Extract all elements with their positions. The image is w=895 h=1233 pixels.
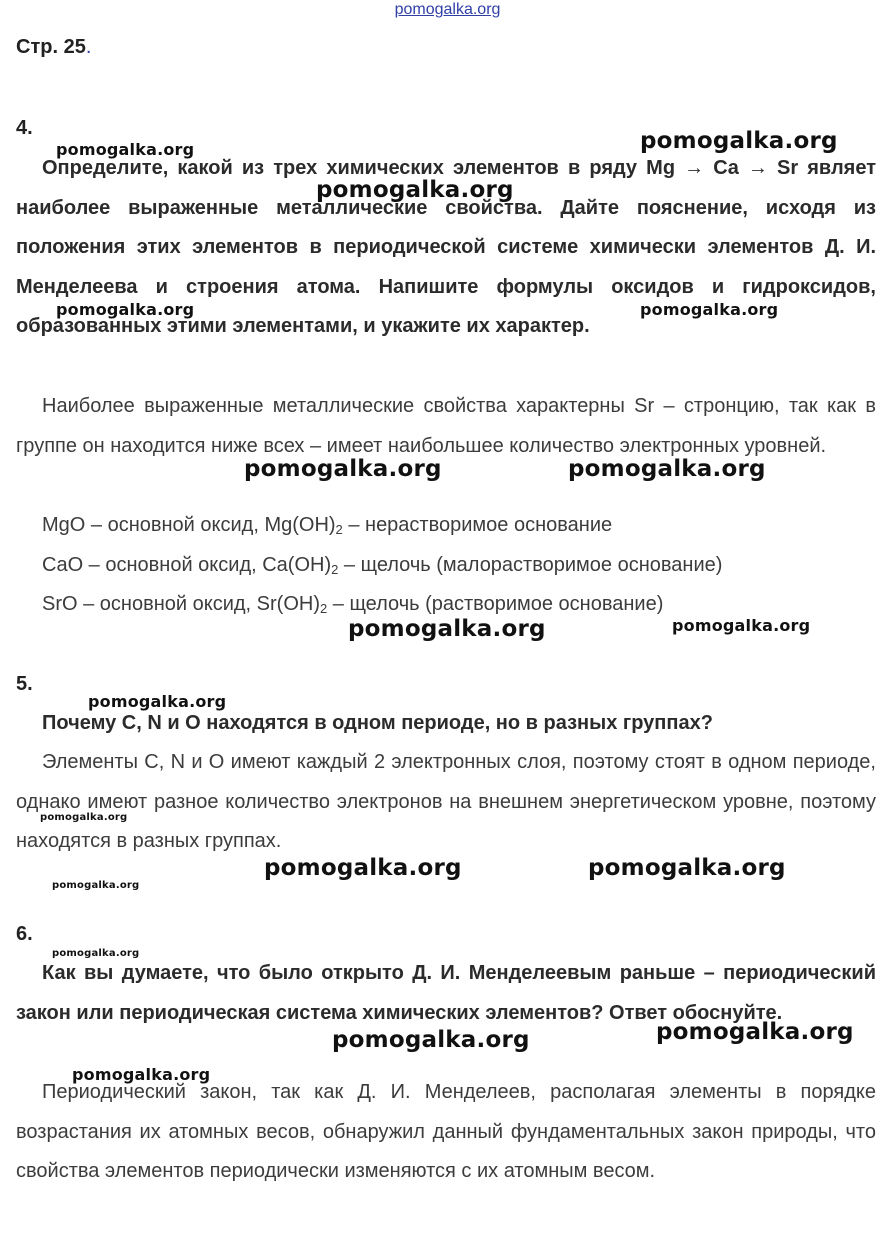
watermark: pomogalka.org (348, 616, 546, 642)
formula-line-sro: SrO – основной оксид, $Sr(OH)_2$ – щелочь (растворимое основание) (42, 593, 664, 616)
watermark: pomogalka.org (72, 1065, 211, 1084)
answer-4: Наиболее выраженные металлические свойства характерны Sr – стронцию, так как в группе он находится ниже всех – имеет наибольшее количество электронных уровней. (16, 395, 876, 457)
page-number (16, 36, 91, 59)
watermark: pomogalka.org (640, 128, 838, 154)
page-number-dot: . (85, 36, 92, 58)
question-5: Почему C, N и O находятся в одном периоде, но в разных группах? (42, 712, 713, 734)
watermark: pomogalka.org (316, 177, 514, 203)
watermark: pomogalka.org (244, 456, 442, 482)
site-watermark-link[interactable]: pomogalka.org (394, 1, 501, 18)
question-6: Как вы думаете, что было открыто Д. И. Менделеевым раньше – периодический закон или периодическая система химических элементов? Ответ обоснуйте. (16, 962, 876, 1024)
watermark: pomogalka.org (56, 300, 195, 319)
task-number-4: 4. (16, 117, 33, 139)
watermark: pomogalka.org (88, 692, 227, 711)
watermark: pomogalka.org (656, 1019, 854, 1045)
task-number-5: 5. (16, 673, 33, 695)
formula-line-mgo: MgO – основной оксид, $Mg(OH)_2$ – нерастворимое основание (42, 514, 613, 537)
watermark: pomogalka.org (52, 880, 140, 891)
formula-line-cao: CaO – основной оксид, $Ca(OH)_2$ – щелочь (малорастворимое основание) (42, 554, 723, 577)
watermark: pomogalka.org (52, 948, 140, 959)
answer-5: Элементы C, N и O имеют каждый 2 электронных слоя, поэтому стоят в одном периоде, однако имеют разное количество электронов на внешнем энергетическом уровне, поэтому находятся в разных группах. (16, 751, 876, 852)
watermark: pomogalka.org (568, 456, 766, 482)
watermark: pomogalka.org (332, 1027, 530, 1053)
watermark: pomogalka.org (588, 855, 786, 881)
watermark: pomogalka.org (56, 140, 195, 159)
question-4: Определите, какой из трех химических элементов в ряду Mg → Ca → Sr являет наиболее выраженные металлические свойства. Дайте пояснение, исходя из положения этих элементов в периодической системе химически элементов Д. И. Менделеева и строения атома. Напишите формулы оксидов и гидроксидов, образованных этими элементами, и укажите их характер. (16, 157, 876, 337)
watermark: pomogalka.org (640, 300, 779, 319)
watermark: pomogalka.org (40, 812, 128, 823)
page-number-text: Стр. 25 (16, 36, 86, 58)
watermark: pomogalka.org (264, 855, 462, 881)
watermark: pomogalka.org (672, 616, 811, 635)
task-number-6: 6. (16, 923, 33, 945)
answer-6: Периодический закон, так как Д. И. Менделеев, располагая элементы в порядке возрастания их атомных весов, обнаружил данный фундаментальных закон природы, что свойства элементов периодически изменяются с их атомным весом. (16, 1081, 876, 1182)
